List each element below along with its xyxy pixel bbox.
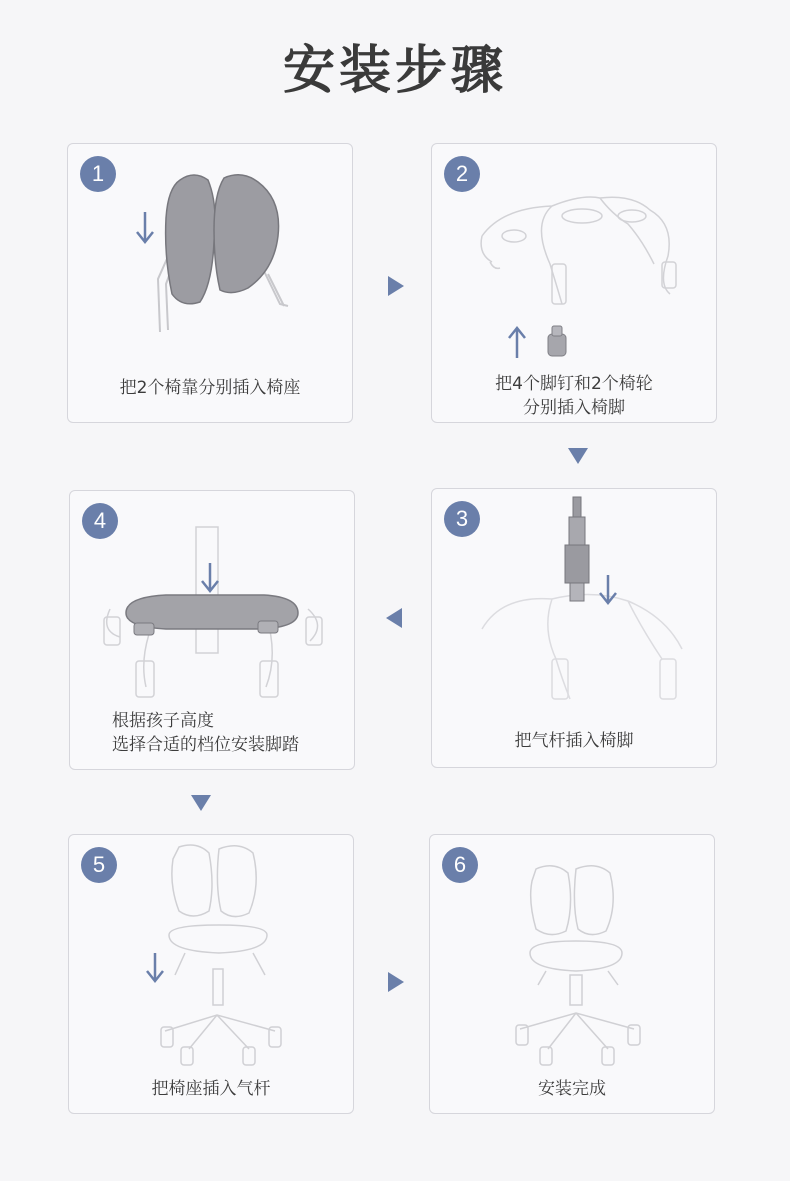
up-arrow-icon: [509, 328, 525, 358]
step-caption: 根据孩子高度 选择合适的档位安装脚踏: [112, 711, 299, 755]
step-card-3: [431, 488, 717, 768]
step-caption: 把气杆插入椅脚: [514, 731, 634, 751]
step-card-6: [429, 834, 715, 1114]
down-arrow-icon: [137, 212, 153, 242]
step-caption: 把椅座插入气杆: [151, 1079, 271, 1099]
step-card-4: [69, 490, 355, 770]
step-card-5: [68, 834, 354, 1114]
flow-arrow-left-icon: [384, 606, 404, 630]
down-arrow-icon: [600, 575, 616, 603]
seat-assembly-illustration: [69, 835, 355, 1115]
step-caption: 把4个脚钉和2个椅轮 分别插入椅脚: [495, 374, 653, 418]
completed-chair-illustration: [430, 835, 716, 1115]
page-title: 安装步骤: [282, 41, 507, 101]
step-number-badge: 1: [80, 156, 116, 192]
gas-lift-illustration: [432, 489, 718, 769]
flow-arrow-down-icon: [566, 446, 590, 466]
step-number-badge: 3: [444, 501, 480, 537]
step-card-1: [67, 143, 353, 423]
down-arrow-icon: [202, 563, 218, 591]
step-number-badge: 5: [81, 847, 117, 883]
step-number-badge: 6: [442, 847, 478, 883]
step-caption: 安装完成: [538, 1079, 606, 1099]
flow-arrow-right-icon: [386, 970, 406, 994]
step-number-badge: 4: [82, 503, 118, 539]
foot-peg-icon: [548, 326, 566, 356]
down-arrow-icon: [147, 953, 163, 981]
step-card-2: [431, 143, 717, 423]
step-number-badge: 2: [444, 156, 480, 192]
step-caption: 把2个椅靠分别插入椅座: [119, 378, 301, 398]
flow-arrow-right-icon: [386, 274, 406, 298]
flow-arrow-down-icon: [189, 793, 213, 813]
